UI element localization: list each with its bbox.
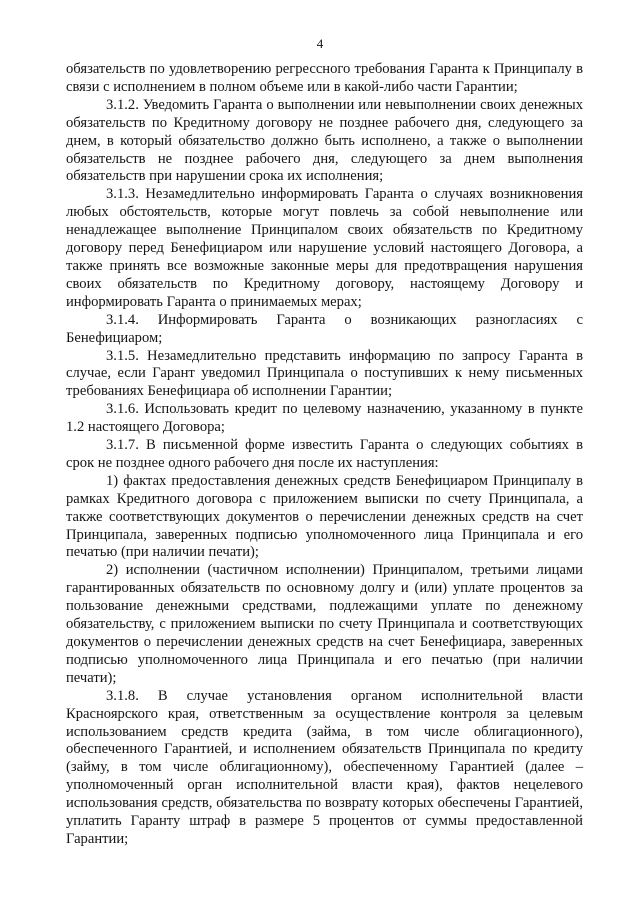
paragraph-3-1-7-item-1: 1) фактах предоставления денежных средств Бенефициаром Принципалу в рамках Кредитного договора с приложением выписки по счету Принципала, а также соответствующих документов о перечислении денежных средств на счет Принципала, заверенных подписью уполномоченного лица Принципала и его печатью (при наличии печати); — [66, 472, 583, 561]
paragraph-continuation: обязательств по удовлетворению регрессного требования Гаранта к Принципалу в связи с исполнением в полном объеме или в какой-либо части Гарантии; — [66, 61, 583, 95]
paragraph-3-1-2: 3.1.2. Уведомить Гаранта о выполнении или невыполнении своих денежных обязательств по Кредитному договору не позднее рабочего дня, следующего за днем, в который обязательство должно быть исполнено, а также о выполнении обязательств не позднее рабочего дня, следующего за днем выполнения обязательств при нарушении срока их исполнения; — [66, 96, 583, 185]
paragraph-3-1-3: 3.1.3. Незамедлительно информировать Гаранта о случаях возникновения любых обстоятельств, которые могут повлечь за собой невыполнение или ненадлежащее выполнение Принципалом своих обязательств по Кредитному договору перед Бенефициаром или нарушение условий настоящего Договора, а также принять все возможные законные меры для предотвращения нарушения своих обязательств по Кредитному договору, настоящему Договору и информировать Гаранта о принимаемых мерах; — [66, 186, 583, 310]
paragraph-3-1-5: 3.1.5. Незамедлительно представить информацию по запросу Гаранта в случае, если Гарант уведомил Принципала о поступивших к нему письменных требованиях Бенефициара об исполнении Гарантии; — [66, 347, 583, 400]
paragraph-3-1-4: 3.1.4. Информировать Гаранта о возникающих разногласиях с Бенефициаром; — [66, 311, 583, 346]
paragraph-3-1-7: 3.1.7. В письменной форме известить Гаранта о следующих событиях в срок не позднее одного рабочего дня после их наступления: — [66, 437, 583, 471]
paragraph-3-1-7-item-2: 2) исполнении (частичном исполнении) Принципалом, третьими лицами гарантированных обязательств по основному долгу и (или) уплате процентов за пользование денежными средствами, подлежащими уплате по денежному обязательству, с приложением выписки по счету Принципала и соответствующих документов о перечислении денежных средств на счет Бенефициара, заверенных подписью уполномоченного лица Принципала и его печатью (при наличии печати); — [66, 562, 583, 686]
paragraph-3-1-6: 3.1.6. Использовать кредит по целевому назначению, указанному в пункте 1.2 настоящего Договора; — [66, 401, 583, 436]
paragraph-3-1-8: 3.1.8. В случае установления органом исполнительной власти Красноярского края, ответственным за осуществление контроля за целевым использованием средств кредита (займа, в том числе облигационного), обеспеченного Гарантией, и исполнением обязательств Принципала по кредиту (займу, в том числе облигационному), обеспеченному Гарантией (далее – уполномоченный орган исполнительной власти края), фактов нецелевого использования средств, обязательства по возврату которых обеспечены Гарантией, уплатить Гаранту штраф в размере 5 процентов от суммы предоставленной Гарантии; — [66, 687, 583, 847]
page-number: 4 — [316, 36, 324, 51]
document-body — [66, 61, 583, 849]
